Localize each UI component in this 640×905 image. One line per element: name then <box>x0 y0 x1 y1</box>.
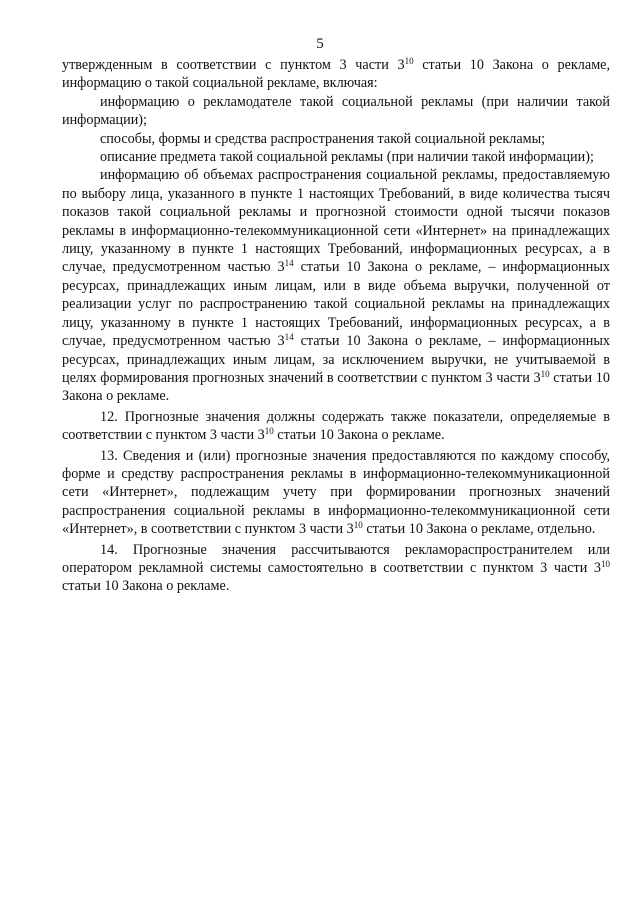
superscript: 14 <box>284 332 294 343</box>
superscript: 10 <box>601 558 610 569</box>
paragraph-item-13 <box>62 447 610 539</box>
paragraph-advertiser-info <box>62 93 610 130</box>
superscript: 10 <box>264 426 274 437</box>
text-run: статьи 10 Закона о рекламе. <box>62 578 230 595</box>
text-run: способы, формы и средства распространения такой социальной рекламы; <box>100 130 546 147</box>
document-body <box>62 56 610 596</box>
text-run: статьи 10 Закона о рекламе, – информационных ресурсах, принадлежащих иным лицам, за исключением выручки, не учитываемой в целях формирования прогнозных значений в соответствии с пунктом 3 части 3 <box>62 333 610 386</box>
paragraph-item-12 <box>62 408 610 445</box>
paragraph-intro <box>62 56 610 93</box>
paragraph-methods <box>62 130 610 148</box>
text-run: утвержденным в соответствии с пунктом 3 части 3 <box>62 57 405 73</box>
superscript: 10 <box>353 520 363 531</box>
text-run: описание предмета такой социальной рекламы (при наличии такой информации); <box>100 149 594 166</box>
text-run: информацию об объемах распространения социальной рекламы, предоставляемую по выбору лица, указанного в пункте 1 настоящих Требований, в виде количества тысяч показов такой социальной рекламы и прогнозной стоимости одной тысячи показов рекламы в информационно-телекоммуникационной сети «Интернет» на принадлежащих лицу, указанному в пункте 1 настоящих Требований, информационных ресурсах, а в случае, предусмотренном частью 3 <box>62 167 610 276</box>
text-run: статьи 10 Закона о рекламе, информацию о такой социальной рекламе, включая: <box>62 57 611 92</box>
paragraph-volume-info <box>62 166 610 405</box>
text-run: 12. Прогнозные значения должны содержать также показатели, определяемые в соответствии с пунктом 3 части 3 <box>62 408 610 444</box>
page-number: 5 <box>316 36 324 52</box>
text-run: 13. Сведения и (или) прогнозные значения предоставляются по каждому способу, форме и средству распространения рекламы в информационно-телекоммуникационной сети «Интернет», подлежащим учету при формировании прогнозных значений распространения социальной рекламы в информационно-телекоммуникационной сети «Интернет», в соответствии с пунктом 3 части 3 <box>62 447 610 538</box>
superscript: 14 <box>284 258 294 269</box>
superscript: 10 <box>540 368 550 379</box>
text-run: статьи 10 Закона о рекламе, – информационных ресурсах, принадлежащих иным лицам, или в виде объема выручки, полученной от реализации услуг по распространению такой социальной рекламы на принадлежащих лицу, указанному в пункте 1 настоящих Требований, информационных ресурсах, а в случае, предусмотренном частью 3 <box>62 259 610 350</box>
superscript: 10 <box>404 56 414 66</box>
text-run: 14. Прогнозные значения рассчитываются рекламораспространителем или оператором рекламной системы самостоятельно в соответствии с пунктом 3 части 3 <box>62 541 610 576</box>
text-run: статьи 10 Закона о рекламе, отдельно. <box>362 521 596 538</box>
text-run: статьи 10 Закона о рекламе. <box>62 369 610 405</box>
text-run: статьи 10 Закона о рекламе. <box>273 427 445 444</box>
paragraph-item-14 <box>62 541 610 596</box>
text-run: информацию о рекламодателе такой социальной рекламы (при наличии такой информации); <box>62 93 610 129</box>
paragraph-subject-description <box>62 148 610 166</box>
